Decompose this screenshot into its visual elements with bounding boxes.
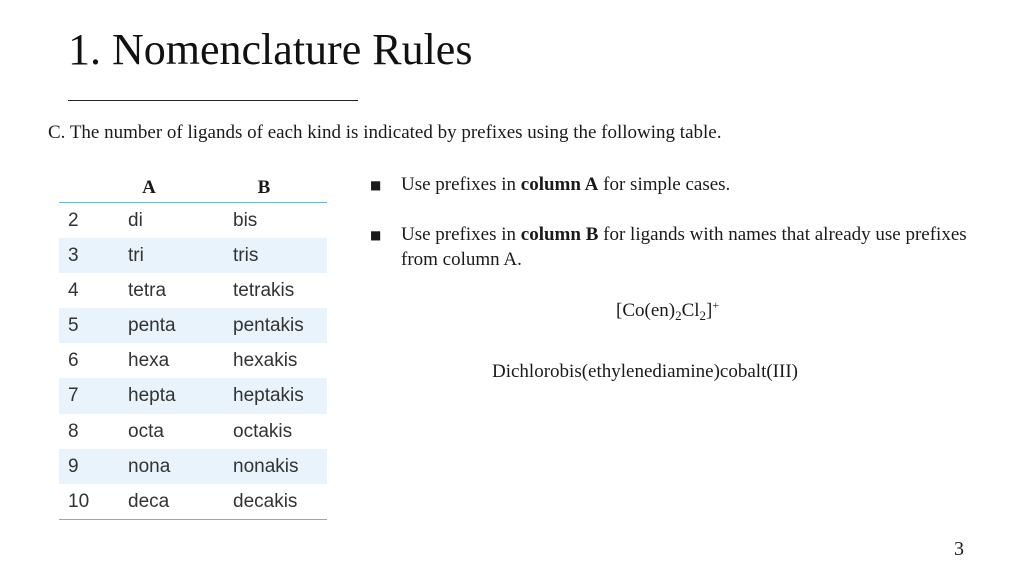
table-row (59, 484, 327, 519)
formula-chloride: Cl (681, 300, 700, 321)
prefix-table (59, 172, 327, 520)
formula-open: [Co(en) (616, 300, 676, 321)
prefix-b-cell: tris (233, 245, 259, 267)
formula-subscript-cl: 2 (699, 308, 707, 323)
ligand-count-cell: 5 (68, 315, 79, 337)
bullet-emphasis: column A (520, 174, 599, 195)
prefix-b-cell: nonakis (233, 455, 299, 477)
ligand-count-cell: 2 (68, 210, 79, 231)
bullet-text-tail: for ligands with names that already use prefixes from column A. (401, 224, 967, 270)
square-bullet-icon: ■ (370, 178, 382, 192)
slide-title: 1. Nomenclature Rules (68, 25, 473, 74)
prefix-a-cell: tri (128, 245, 144, 267)
bullet-list (370, 172, 990, 297)
bullet-text-tail: for simple cases. (598, 174, 731, 195)
complex-formula (616, 298, 719, 324)
prefix-b-cell: decakis (233, 490, 298, 512)
table-row (59, 308, 327, 343)
prefix-a-cell: deca (128, 490, 170, 512)
prefix-a-cell: di (128, 210, 143, 231)
intro-text: C. The number of ligands of each kind is indicated by prefixes using the following table. (48, 122, 722, 143)
prefix-a-cell: hepta (128, 385, 176, 407)
ligand-count-cell: 10 (68, 490, 90, 512)
ligand-count-cell: 8 (68, 420, 79, 442)
prefix-a-cell: penta (128, 315, 176, 337)
table-row (59, 378, 327, 413)
prefix-table-header (59, 172, 327, 203)
prefix-b-cell: octakis (233, 420, 293, 442)
formula-charge: + (712, 298, 720, 312)
prefix-a-cell: octa (128, 420, 164, 442)
ligand-count-cell: 6 (68, 350, 79, 372)
table-row (59, 238, 327, 273)
table-row (59, 203, 327, 238)
table-row (59, 414, 327, 449)
bullet-item (370, 222, 990, 272)
square-bullet-icon: ■ (370, 228, 382, 242)
compound-name: Dichlorobis(ethylenediamine)cobalt(III) (492, 361, 798, 382)
title-underline (68, 100, 358, 101)
formula-close: ] (706, 300, 713, 321)
ligand-count-cell: 7 (68, 385, 79, 407)
bullet-text: Use prefixes in (401, 174, 521, 195)
prefix-b-cell: tetrakis (233, 280, 295, 302)
column-a-header: A (142, 177, 156, 198)
ligand-count-cell: 3 (68, 245, 79, 267)
table-row (59, 273, 327, 308)
ligand-count-cell: 9 (68, 455, 79, 477)
table-row (59, 343, 327, 378)
formula-subscript-en: 2 (675, 308, 682, 323)
bullet-text: Use prefixes in (401, 224, 521, 245)
prefix-a-cell: nona (128, 455, 171, 477)
page-number: 3 (954, 538, 964, 560)
prefix-b-cell: heptakis (233, 385, 304, 407)
prefix-a-cell: hexa (128, 350, 170, 372)
bullet-item (370, 172, 990, 197)
prefix-a-cell: tetra (128, 280, 167, 302)
column-b-header: B (257, 177, 271, 198)
prefix-b-cell: pentakis (233, 315, 304, 337)
prefix-b-cell: bis (233, 210, 258, 231)
bullet-emphasis: column B (520, 224, 599, 245)
table-row (59, 449, 327, 484)
prefix-table-body (59, 203, 327, 520)
ligand-count-cell: 4 (68, 280, 79, 302)
prefix-b-cell: hexakis (233, 350, 298, 372)
